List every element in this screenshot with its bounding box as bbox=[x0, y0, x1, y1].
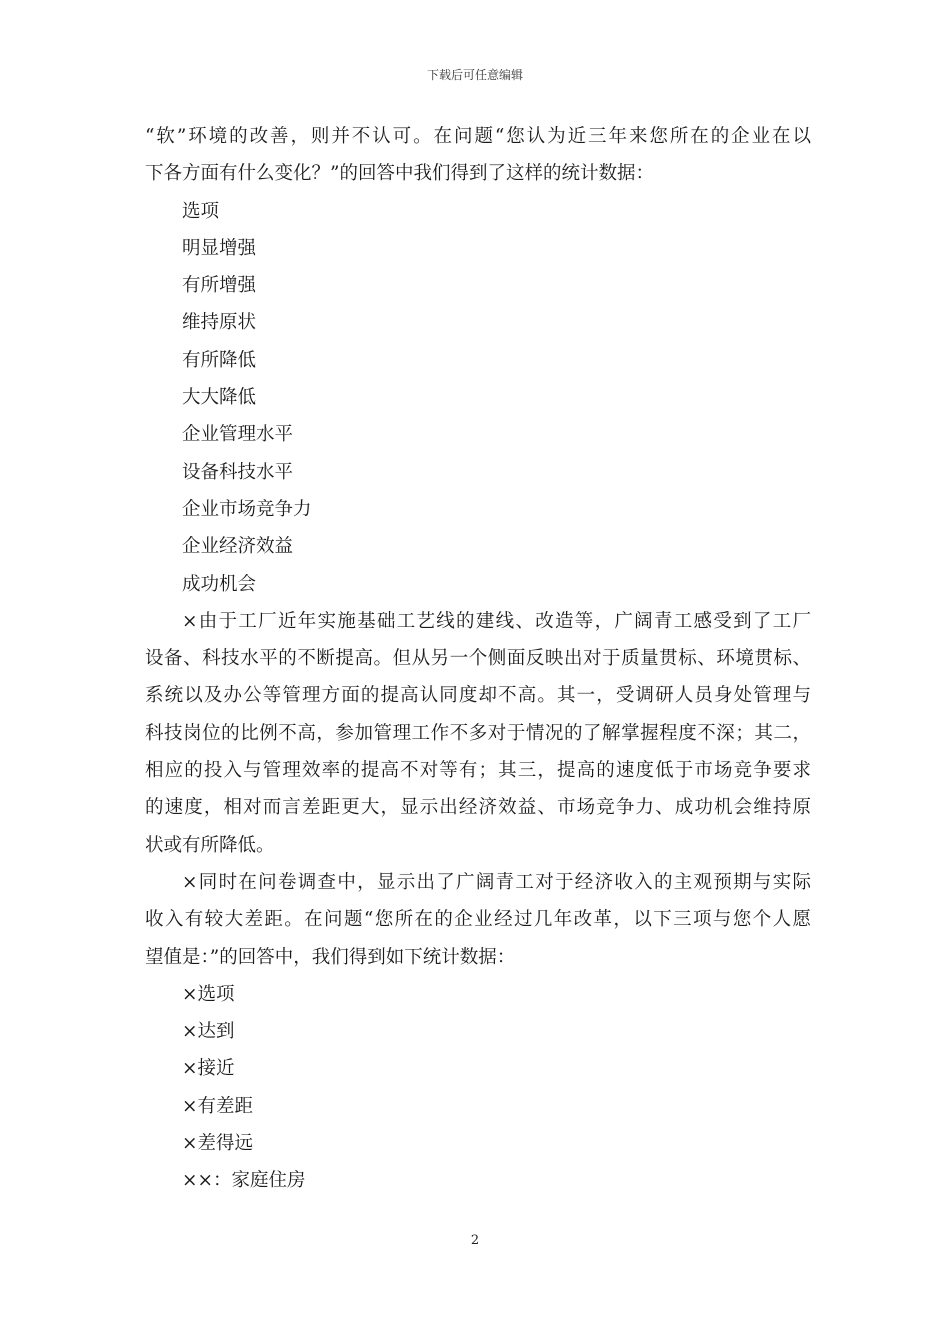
paragraph-line: 收入有较大差距。在问题“您所在的企业经过几年改革，以下三项与您个人愿 bbox=[145, 909, 811, 931]
paragraph-line: 相应的投入与管理效率的提高不对等有；其三，提高的速度低于市场竞争要求 bbox=[145, 760, 811, 782]
paragraph-line: “软”环境的改善，则并不认可。在问题“您认为近三年来您所在的企业在以 bbox=[145, 126, 811, 147]
paragraph-line: 的速度，相对而言差距更大，显示出经济效益、市场竞争力、成功机会维持原 bbox=[145, 797, 811, 819]
list-item: 选项 bbox=[182, 200, 220, 222]
list-item: 企业市场竞争力 bbox=[182, 498, 312, 520]
page-number: 2 bbox=[470, 1233, 480, 1248]
list-item: ×接近 bbox=[182, 1058, 235, 1080]
paragraph-line: ×由于工厂近年实施基础工艺线的建线、改造等，广阔青工感受到了工厂 bbox=[182, 610, 811, 632]
paragraph-line: ×同时在问卷调查中，显示出了广阔青工对于经济收入的主观预期与实际 bbox=[182, 871, 811, 893]
list-item: 维持原状 bbox=[182, 312, 257, 334]
paragraph-line: 下各方面有什么变化？”的回答中我们得到了这样的统计数据： bbox=[145, 163, 654, 185]
list-item: ××：家庭住房 bbox=[182, 1170, 306, 1192]
page-header: 下载后可任意编辑 bbox=[426, 68, 523, 82]
list-item: 企业经济效益 bbox=[182, 536, 294, 558]
list-item: 大大降低 bbox=[182, 387, 257, 409]
paragraph-line: 系统以及办公等管理方面的提高认同度却不高。其一，受调研人员身处管理与 bbox=[145, 685, 811, 707]
list-item: ×达到 bbox=[182, 1021, 235, 1043]
list-item: ×差得远 bbox=[182, 1133, 254, 1155]
list-item: 有所增强 bbox=[182, 275, 257, 297]
list-item: 明显增强 bbox=[182, 237, 257, 259]
paragraph-line: 科技岗位的比例不高，参加管理工作不多对于情况的了解掌握程度不深；其二， bbox=[145, 722, 811, 744]
list-item: 有所降低 bbox=[182, 349, 257, 371]
list-item: ×选项 bbox=[182, 983, 235, 1005]
list-item: 成功机会 bbox=[182, 573, 257, 595]
paragraph-line: 望值是：”的回答中，我们得到如下统计数据： bbox=[145, 946, 516, 968]
document-body bbox=[145, 118, 811, 1200]
list-item: ×有差距 bbox=[182, 1095, 254, 1117]
paragraph-line: 状或有所降低。 bbox=[145, 834, 275, 856]
list-item: 设备科技水平 bbox=[182, 461, 294, 483]
paragraph-line: 设备、科技水平的不断提高。但从另一个侧面反映出对于质量贯标、环境贯标、 bbox=[145, 648, 811, 670]
list-item: 企业管理水平 bbox=[182, 424, 294, 446]
